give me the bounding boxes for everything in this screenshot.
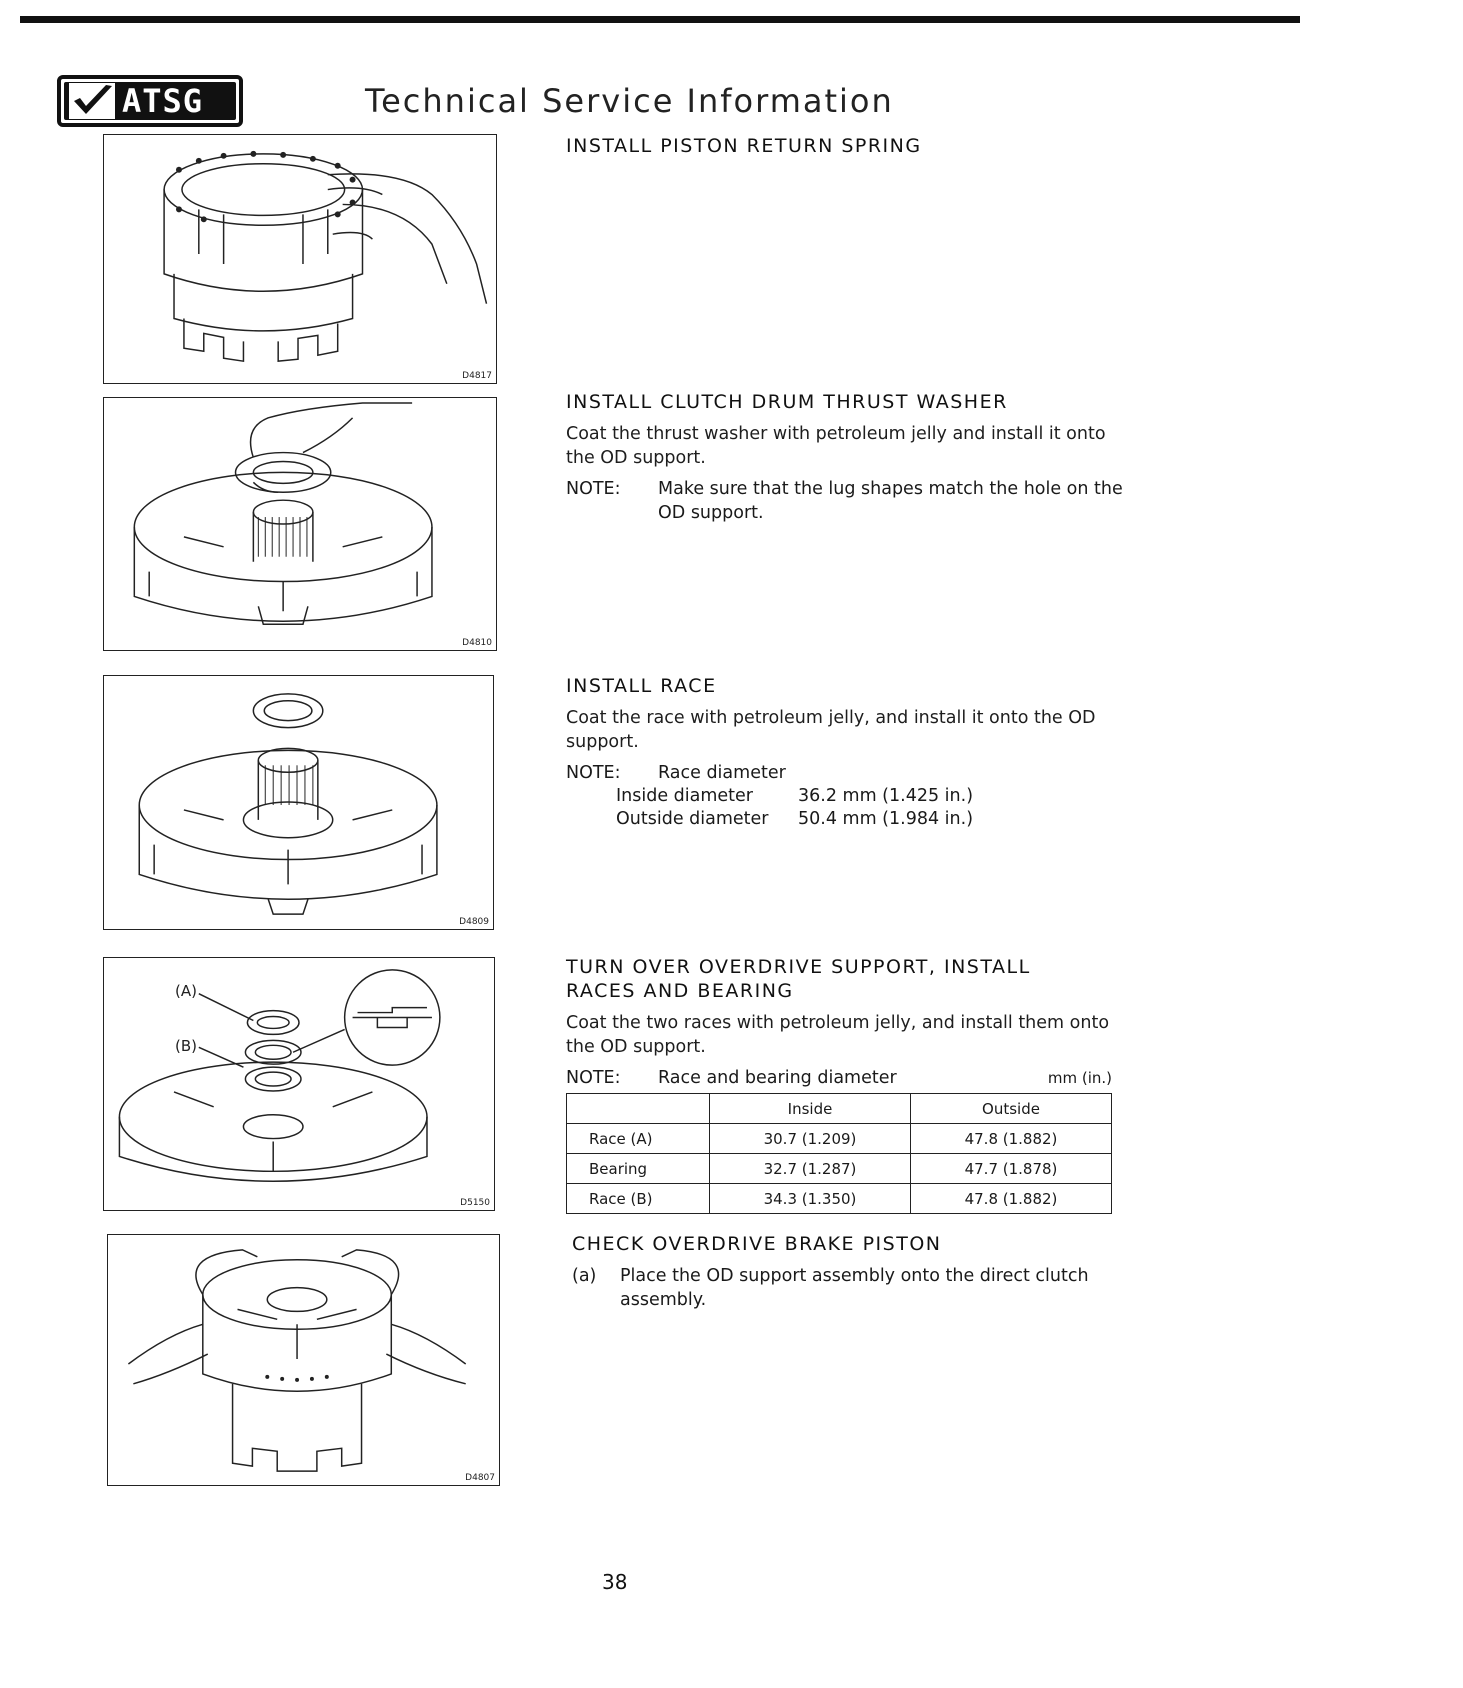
cell-inside: 32.7 (1.287) [710, 1154, 911, 1184]
section-body: Coat the two races with petroleum jelly, and install them onto the OD support. [566, 1013, 1110, 1057]
heading-line-1: TURN OVER OVERDRIVE SUPPORT, INSTALL [566, 956, 1031, 978]
cell-inside: 34.3 (1.350) [710, 1184, 911, 1214]
figure-check-brake-piston [107, 1234, 500, 1486]
row-label: Bearing [567, 1154, 710, 1184]
section-heading: INSTALL PISTON RETURN SPRING [566, 135, 922, 157]
piston-spring-illustration [104, 135, 496, 383]
table-row [567, 1124, 1112, 1154]
table-corner [567, 1094, 710, 1124]
note-text: Make sure that the lug shapes match the hole on the OD support. [658, 479, 1123, 523]
races-bearing-illustration [104, 958, 494, 1210]
section-heading: INSTALL RACE [566, 675, 717, 697]
note-text: Race and bearing diameter [658, 1068, 897, 1088]
checkmark-icon [68, 81, 118, 121]
label-b: (B) [175, 1037, 197, 1055]
section-turn-over-overdrive-support [566, 955, 1126, 1090]
label-a: (A) [175, 982, 197, 1000]
spec-inside-diameter [566, 785, 1126, 808]
brake-piston-illustration [108, 1235, 499, 1485]
section-body: Coat the thrust washer with petroleum jelly and install it onto the OD support. [566, 424, 1106, 468]
thrust-washer-illustration [104, 398, 496, 650]
cell-inside: 30.7 (1.209) [710, 1124, 911, 1154]
note-key: NOTE: [566, 1068, 621, 1088]
section-install-race [566, 674, 1126, 831]
spec-outside-diameter [566, 808, 1126, 831]
row-label: Race (A) [567, 1124, 710, 1154]
note [566, 1066, 1126, 1090]
page-title: Technical Service Information [365, 82, 894, 120]
step [572, 1264, 1132, 1312]
figure-code: D4809 [459, 917, 489, 927]
cell-outside: 47.8 (1.882) [911, 1184, 1112, 1214]
table-header-row [567, 1094, 1112, 1124]
page-number: 38 [602, 1570, 628, 1594]
heading-line-2: RACES AND BEARING [566, 980, 794, 1002]
figure-code: D4817 [462, 371, 492, 381]
figure-races-and-bearing [103, 957, 495, 1211]
note [566, 761, 1126, 785]
column-header: Outside [911, 1094, 1112, 1124]
column-header: Inside [710, 1094, 911, 1124]
spec-value: 36.2 mm (1.425 in.) [798, 786, 974, 806]
cell-outside: 47.7 (1.878) [911, 1154, 1112, 1184]
section-heading: INSTALL CLUTCH DRUM THRUST WASHER [566, 391, 1008, 413]
note-key: NOTE: [566, 479, 621, 499]
logo-text: ATSG [122, 82, 204, 120]
top-rule [20, 16, 1300, 23]
figure-race [103, 675, 494, 930]
race-illustration [104, 676, 493, 929]
figure-code: D4807 [465, 1473, 495, 1483]
note-text: Race diameter [658, 763, 786, 783]
step-key: (a) [572, 1266, 597, 1286]
section-install-piston-return-spring [566, 134, 1126, 166]
section-check-overdrive-brake-piston [572, 1232, 1132, 1312]
table-row [567, 1184, 1112, 1214]
section-heading [566, 955, 1126, 1003]
race-bearing-table [566, 1093, 1112, 1214]
figure-code: D4810 [462, 638, 492, 648]
atsg-logo [57, 75, 243, 127]
section-heading: CHECK OVERDRIVE BRAKE PISTON [572, 1233, 942, 1255]
figure-thrust-washer [103, 397, 497, 651]
unit-label: mm (in.) [1047, 1069, 1112, 1087]
note-key: NOTE: [566, 763, 621, 783]
note [566, 477, 1126, 525]
cell-outside: 47.8 (1.882) [911, 1124, 1112, 1154]
figure-code: D5150 [460, 1198, 490, 1208]
section-install-clutch-drum-thrust-washer [566, 390, 1126, 525]
section-body: Coat the race with petroleum jelly, and install it onto the OD support. [566, 708, 1096, 752]
spec-label: Outside diameter [616, 809, 769, 829]
spec-label: Inside diameter [616, 786, 754, 806]
step-text: Place the OD support assembly onto the direct clutch assembly. [620, 1266, 1089, 1310]
table-row [567, 1154, 1112, 1184]
row-label: Race (B) [567, 1184, 710, 1214]
spec-value: 50.4 mm (1.984 in.) [798, 809, 974, 829]
figure-piston-return-spring [103, 134, 497, 384]
